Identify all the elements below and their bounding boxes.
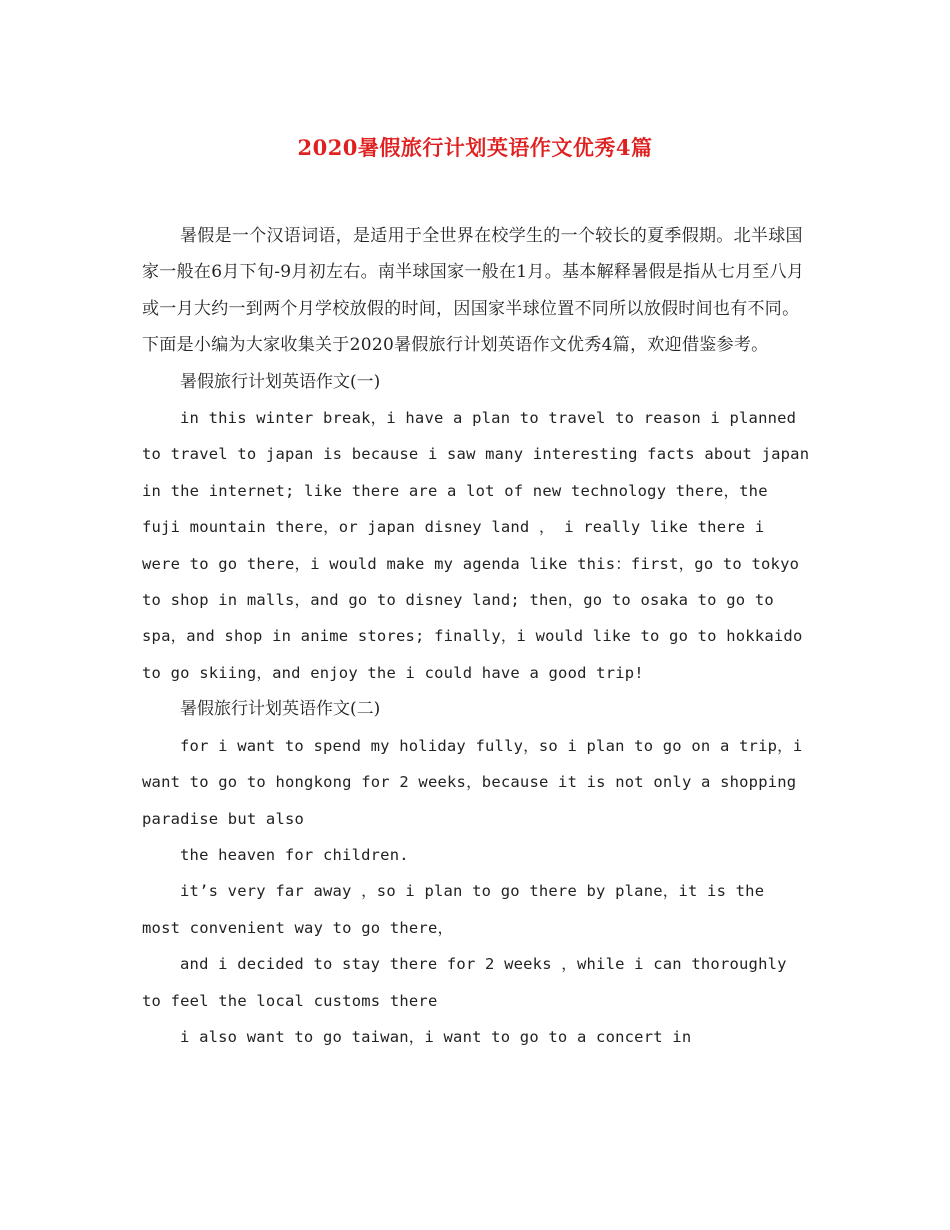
essay-2-paragraph-3: it’s very far away ，so i plan to go there by plane，it is the most convenient way to go there， bbox=[142, 882, 765, 937]
essay-2-paragraph-5: i also want to go taiwan，i want to go to a concert in bbox=[180, 1027, 692, 1046]
essay-2-paragraph-2: the heaven for children. bbox=[180, 845, 409, 864]
section-heading-1: 暑假旅行计划英语作文(一) bbox=[180, 371, 381, 392]
section-heading-2: 暑假旅行计划英语作文(二) bbox=[180, 699, 381, 720]
document-title: 2020暑假旅行计划英语作文优秀4篇 bbox=[297, 135, 653, 160]
document-body bbox=[142, 218, 810, 1055]
intro-paragraph: 暑假是一个汉语词语，是适用于全世界在校学生的一个较长的夏季假期。北半球国家一般在6月下旬-9月初左右。南半球国家一般在1月。基本解释暑假是指从七月至八月或一月大约一到两个月学校放假的时间，因国家半球位置不同所以放假时间也有不同。下面是小编为大家收集关于2020暑假旅行计划英语作文优秀4篇，欢迎借鉴参考。 bbox=[142, 226, 805, 356]
essay-1-paragraph: in this winter break，i have a plan to travel to reason i planned to travel to japan is because i saw many interesting facts about japan in the internet; like there are a lot of new technology there，the fuji mountain there，or japan disney land ， i really like there i were to go there，i would make my agenda like this：first，go to tokyo to shop in malls，and go to disney land; then，go to osaka to go to spa，and shop in anime stores; finally，i would like to go to hokkaido to go skiing，and enjoy the i could have a good trip! bbox=[142, 409, 810, 682]
essay-2-paragraph-4: and i decided to stay there for 2 weeks ，while i can thoroughly to feel the local customs there bbox=[142, 955, 787, 1010]
essay-2-paragraph-1: for i want to spend my holiday fully，so i plan to go on a trip，i want to go to hongkong for 2 weeks，because it is not only a shopping paradise but also bbox=[142, 736, 803, 828]
